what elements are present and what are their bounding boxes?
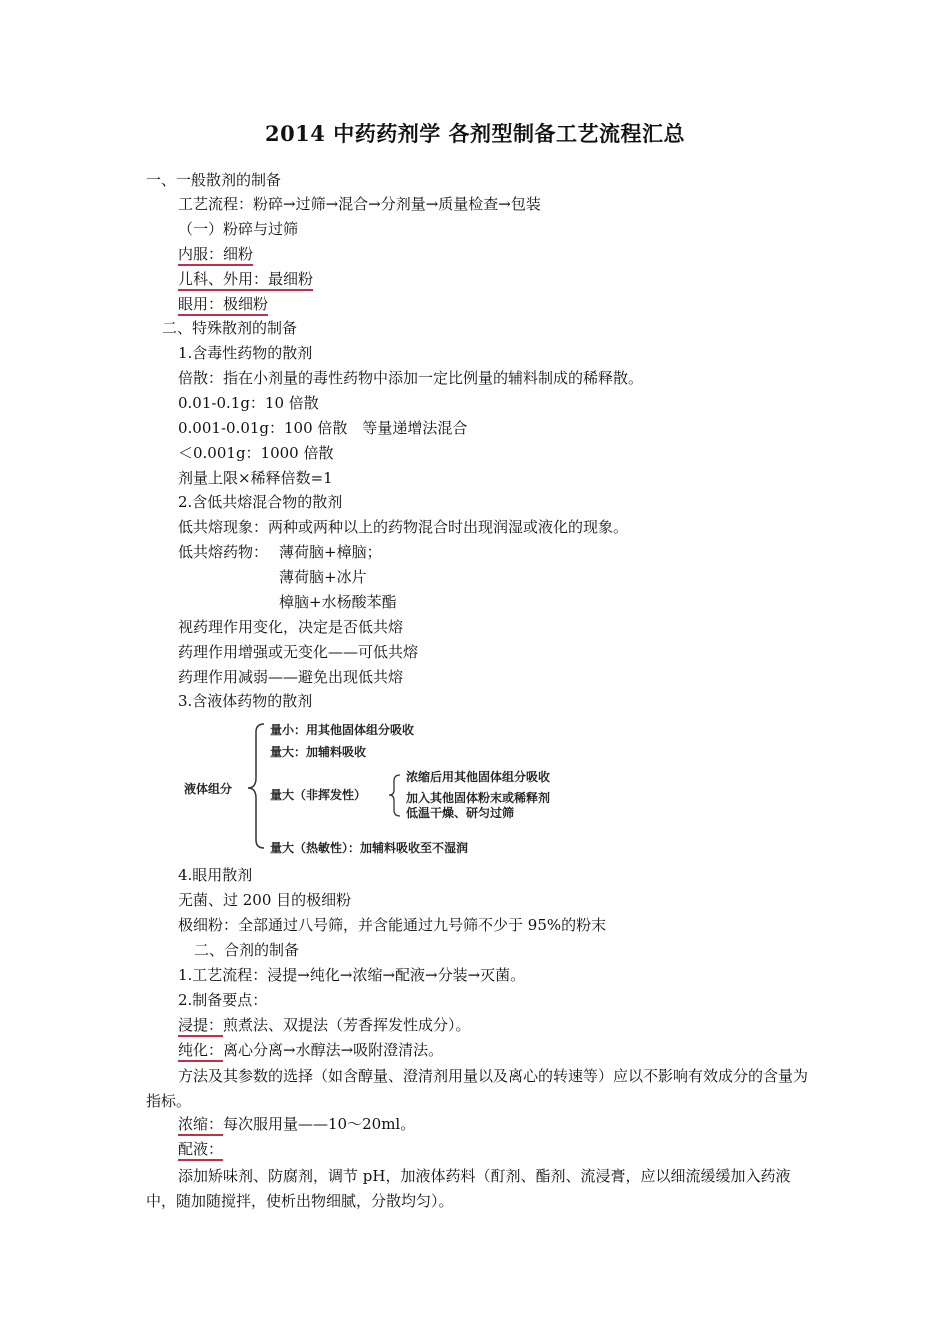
section2-p1-line-b: 0.001-0.01g：100 倍散 等量递增法混合 bbox=[178, 419, 468, 437]
section3-flow: 1.工艺流程：浸提→纯化→浓缩→配液→分装→灭菌。 bbox=[178, 966, 526, 984]
section2-p2-title: 2.含低共熔混合物的散剂 bbox=[178, 493, 343, 511]
diagram-branch-large: 量大：加辅料吸收 bbox=[270, 745, 367, 759]
section2-p2-line-e: 视药理作用变化，决定是否低共熔 bbox=[178, 618, 404, 636]
section1-flow: 工艺流程：粉碎→过筛→混合→分剂量→质量检查→包装 bbox=[178, 195, 541, 213]
section1-item-oral bbox=[178, 244, 253, 264]
diagram-branch-nonvolatile: 量大（非挥发性） bbox=[270, 788, 367, 802]
diagram-subbranch-3: 低温干燥、研匀过筛 bbox=[406, 806, 515, 820]
section2-p1-line-d: 剂量上限×稀释倍数=1 bbox=[178, 469, 333, 487]
section2-p1-line-c: ＜0.001g：1000 倍散 bbox=[178, 444, 334, 462]
section2-p2-drugs-label: 低共熔药物： bbox=[178, 543, 269, 561]
section1-item-pediatric bbox=[178, 269, 313, 289]
concentration-value: 每次服用量——10～20ml。 bbox=[223, 1115, 416, 1133]
diagram-main-brace bbox=[248, 724, 264, 848]
diagram-subbranch-2: 加入其他固体粉末或稀释剂 bbox=[406, 791, 551, 805]
extraction-value: 煎煮法、双提法（芳香挥发性成分）。 bbox=[223, 1016, 471, 1034]
section2-p3-title: 3.含液体药物的散剂 bbox=[178, 692, 313, 710]
underlined-key: 浸提： bbox=[178, 1016, 223, 1037]
section2-p4-title: 4.眼用散剂 bbox=[178, 866, 253, 884]
diagram-subbranch-1: 浓缩后用其他固体组分吸收 bbox=[406, 770, 551, 784]
underlined-key: 配液： bbox=[178, 1140, 223, 1161]
section2-p2-line-f: 药理作用增强或无变化——可低共熔 bbox=[178, 643, 419, 661]
section2-p1-definition: 倍散：指在小剂量的毒性药物中添加一定比例量的辅料制成的稀释散。 bbox=[178, 369, 644, 387]
section2-p2-drug2: 薄荷脑+冰片 bbox=[279, 568, 367, 586]
diagram-branch-small: 量小：用其他固体组分吸收 bbox=[270, 723, 415, 737]
section2-p1-title: 1.含毒性药物的散剂 bbox=[178, 344, 313, 362]
section1-heading: 一、一般散剂的制备 bbox=[146, 171, 282, 189]
section2-p2-line-g: 药理作用减弱——避免出现低共熔 bbox=[178, 668, 404, 686]
section1-item-eye bbox=[178, 294, 268, 314]
diagram-root-label: 液体组分 bbox=[184, 782, 233, 796]
diagram-sub-brace bbox=[389, 775, 400, 816]
underlined-text: 内服：细粉 bbox=[178, 245, 253, 266]
section3-purification bbox=[178, 1040, 443, 1060]
section2-p4-line-b: 极细粉：全部通过八号筛，并含能通过九号筛不少于 95%的粉末 bbox=[178, 916, 607, 934]
section2-heading: 二、特殊散剂的制备 bbox=[162, 319, 298, 337]
purification-value: 离心分离→水醇法→吸附澄清法。 bbox=[223, 1041, 444, 1059]
underlined-text: 儿科、外用：最细粉 bbox=[178, 270, 313, 291]
section2-p2-definition: 低共熔现象：两种或两种以上的药物混合时出现润湿或液化的现象。 bbox=[178, 518, 629, 536]
liquid-component-diagram bbox=[178, 718, 638, 862]
section3-concentration bbox=[178, 1114, 415, 1134]
section2-p1-line-a: 0.01-0.1g：10 倍散 bbox=[178, 394, 319, 412]
section2-p2-drug1: 薄荷脑+樟脑； bbox=[279, 543, 382, 561]
section2-p2-drug3: 樟脑+水杨酸苯酯 bbox=[279, 593, 397, 611]
section3-heading: 二、合剂的制备 bbox=[194, 941, 300, 959]
diagram-branch-heat-sensitive: 量大（热敏性）：加辅料吸收至不湿润 bbox=[270, 841, 469, 855]
underlined-text: 眼用：极细粉 bbox=[178, 295, 268, 316]
section3-preparation bbox=[178, 1139, 223, 1159]
section3-extraction bbox=[178, 1015, 471, 1035]
underlined-key: 纯化： bbox=[178, 1041, 223, 1062]
underlined-key: 浓缩： bbox=[178, 1115, 223, 1136]
section3-points: 2.制备要点： bbox=[178, 991, 268, 1009]
section1-subheading: （一）粉碎与过筛 bbox=[178, 220, 299, 238]
document-title: 2014 中药药剂学 各剂型制备工艺流程汇总 bbox=[264, 121, 686, 146]
section3-method-paragraph: 方法及其参数的选择（如含醇量、澄清剂用量以及离心的转速等）应以不影响有效成分的含量为指标。 bbox=[146, 1067, 809, 1110]
section2-p4-line-a: 无菌、过 200 目的极细粉 bbox=[178, 891, 352, 909]
section3-mix-paragraph: 添加矫味剂、防腐剂，调节 pH，加液体药料（酊剂、酯剂、流浸膏，应以细流缓缓加入药液中，随加随搅拌，使析出物细腻，分散均匀）。 bbox=[146, 1167, 791, 1210]
